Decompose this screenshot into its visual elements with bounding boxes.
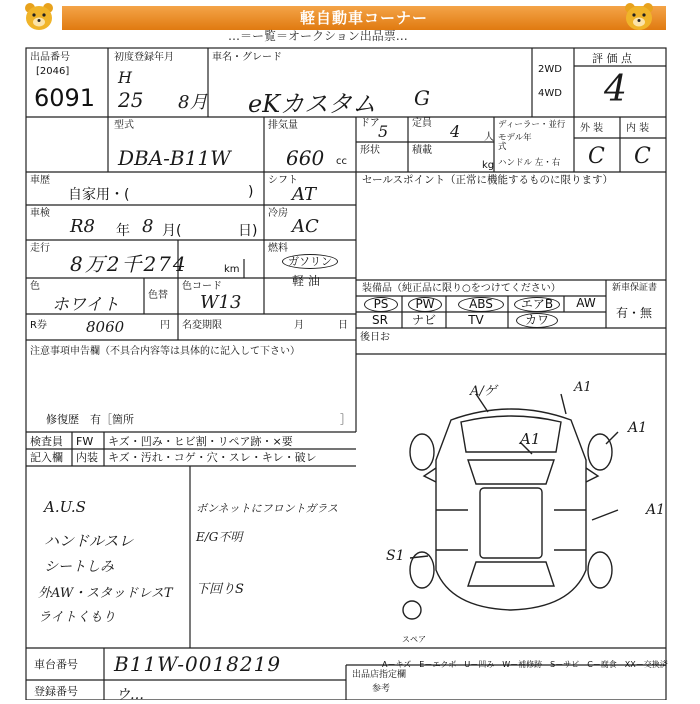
- cat-close: ): [248, 184, 254, 200]
- model-name: eKカスタム: [248, 90, 377, 118]
- color-value: ホワイト: [52, 295, 120, 315]
- inspector-note-3: シートしみ: [44, 559, 114, 575]
- recycle-unit: 円: [160, 320, 170, 331]
- inspector-note-2: ハンドルスレ: [44, 532, 134, 550]
- reg-label: 初度登録年月: [114, 52, 174, 63]
- reg-no-label: 登録番号: [34, 685, 78, 698]
- int-label: 内 装: [626, 123, 650, 134]
- int-label: 内装: [76, 451, 98, 464]
- reg-era: H: [118, 68, 132, 87]
- fuel-alt: 軽 油: [292, 274, 320, 288]
- grade: G: [414, 86, 430, 110]
- equip-aw: AW: [576, 296, 596, 310]
- inspector-note-right-3: 下回りS: [196, 582, 244, 597]
- ac-label: 冷房: [268, 208, 288, 219]
- shape-label: 形状: [360, 145, 380, 156]
- equipment-label: 装備品（純正品に限り○をつけてください）: [362, 283, 561, 294]
- fw-items: キズ・凹み・ヒビ割・リペア跡・×要: [108, 435, 293, 448]
- model-year-label: モデル年式: [498, 133, 532, 152]
- diagram-legend: A－キズ E－エクボ U－凹み W－補修跡 S－サビ C－腐食 XX－交換済: [382, 660, 668, 669]
- shift-label: シフト: [268, 175, 298, 186]
- entry-label: 記入欄: [30, 451, 63, 464]
- lot-number: 6091: [34, 84, 96, 112]
- banner-title: 軽自動車コーナー: [299, 9, 428, 27]
- inspector-label: 検査員: [30, 435, 63, 448]
- equip-ps: PS: [364, 297, 398, 312]
- disp-label: 排気量: [268, 120, 298, 131]
- model-label: 車名・グレード: [212, 52, 282, 63]
- inspector-note-right-1: ボンネットにフロントガラス: [196, 502, 339, 515]
- name-change-month: 月: [294, 320, 304, 331]
- fuel-label: 燃料: [268, 243, 288, 254]
- reg-month: 8月: [178, 92, 208, 113]
- capacity-unit: 人: [484, 132, 494, 143]
- diagram-spare-label: スペア: [402, 635, 426, 644]
- reg-no-value: ウ…: [116, 687, 144, 703]
- cat-value: 自家用・(: [68, 187, 130, 203]
- shaken-month-unit: 月(: [162, 223, 182, 239]
- seller-label: 出品店指定欄: [352, 670, 407, 680]
- repair-close: ］: [340, 413, 351, 426]
- repair-label: 修復歴 有［箇所: [46, 413, 134, 426]
- load-unit: kg: [482, 160, 495, 171]
- warranty-label: 新車保証書: [612, 283, 658, 293]
- shaken-label: 車検: [30, 208, 50, 219]
- type-value: DBA-B11W: [118, 146, 231, 170]
- car-damage-diagram: [396, 380, 626, 620]
- recycle-label: R券: [30, 320, 47, 331]
- name-change-label: 名変期限: [182, 320, 222, 331]
- mileage-value: 8万2千274: [70, 252, 188, 276]
- shift-value: AT: [292, 184, 317, 205]
- equip-navi: ナビ: [411, 313, 436, 327]
- diagram-mark-5: A1: [646, 502, 666, 518]
- equip-pw: PW: [408, 297, 442, 312]
- color-code-label: 色コード: [182, 281, 222, 292]
- score-label: 評 価 点: [592, 52, 632, 65]
- door-value: 5: [378, 122, 389, 141]
- color-tone-label: 色替: [148, 290, 168, 301]
- recycle-value: 8060: [86, 318, 125, 336]
- door-label: ドア: [360, 118, 380, 129]
- score-value: 4: [604, 69, 627, 110]
- int-value: C: [634, 144, 651, 169]
- notes-label: 注意事項申告欄（不具合内容等は具体的に記入して下さい）: [30, 346, 300, 357]
- dealer-label: ディーラー・並行: [498, 120, 566, 130]
- seller-sub: 参考: [372, 684, 391, 694]
- sheet-title-cut: …＝ー覧＝オークション出品票…: [228, 29, 408, 43]
- diagram-mark-2: A1: [574, 380, 592, 395]
- fuel-value: ガソリン: [282, 254, 338, 269]
- ext-value: C: [588, 144, 605, 169]
- diagram-mark-4: A1: [628, 420, 648, 436]
- ext-label: 外 装: [580, 123, 604, 134]
- color-code-value: W13: [200, 292, 242, 313]
- diagram-mark-6: S1: [386, 548, 405, 564]
- shaken-era: R8: [70, 216, 96, 237]
- name-change-day: 日: [338, 320, 348, 331]
- ac-value: AC: [292, 216, 319, 237]
- chassis-label: 車台番号: [34, 658, 78, 671]
- lot-label: 出品番号: [30, 52, 70, 63]
- mileage-unit: km: [224, 264, 240, 275]
- equip-tv: TV: [468, 313, 484, 327]
- drive-2wd: 2WD: [538, 64, 562, 75]
- handle-label: ハンドル 左・右: [498, 158, 561, 168]
- cat-label: 車歴: [30, 175, 50, 186]
- reg-year: 25: [118, 88, 144, 112]
- equip-airbag: エアB: [514, 297, 560, 312]
- drive-4wd: 4WD: [538, 88, 562, 99]
- diagram-mark-1: A/ゲ: [470, 384, 497, 399]
- color-label: 色: [30, 281, 40, 292]
- equip-leather: カワ: [516, 313, 558, 328]
- diagram-mark-3: A1: [520, 430, 541, 448]
- fw-label: FW: [76, 435, 94, 448]
- inspector-note-5: ライトくもり: [38, 610, 116, 625]
- shaken-month: 8: [142, 216, 154, 237]
- load-label: 積載: [412, 145, 432, 156]
- mileage-label: 走行: [30, 243, 50, 254]
- shaken-year-unit: 年: [116, 223, 130, 239]
- inspector-note-right-2: E/G不明: [196, 530, 243, 544]
- inspector-note-1: A.U.S: [44, 498, 86, 516]
- disp-value: 660: [286, 146, 325, 170]
- capacity-label: 定員: [412, 118, 432, 129]
- disp-unit: cc: [336, 156, 347, 167]
- shaken-day-unit: 日): [238, 223, 258, 239]
- type-label: 型式: [114, 120, 134, 131]
- equip-abs: ABS: [458, 297, 504, 312]
- capacity-value: 4: [450, 122, 461, 141]
- warranty-value: 有・無: [616, 306, 653, 320]
- inspector-note-4: 外AW・スタッドレスT: [38, 586, 173, 601]
- int-items: キズ・汚れ・コゲ・穴・スレ・キレ・破レ: [108, 451, 317, 464]
- chassis-value: B11W-0018219: [114, 652, 282, 676]
- sales-label: セールスポイント（正常に機能するものに限ります）: [362, 174, 614, 186]
- equip-sr: SR: [372, 313, 388, 327]
- rear-seat-label: 後日お: [360, 332, 390, 343]
- lot-sub: [2046]: [36, 66, 70, 77]
